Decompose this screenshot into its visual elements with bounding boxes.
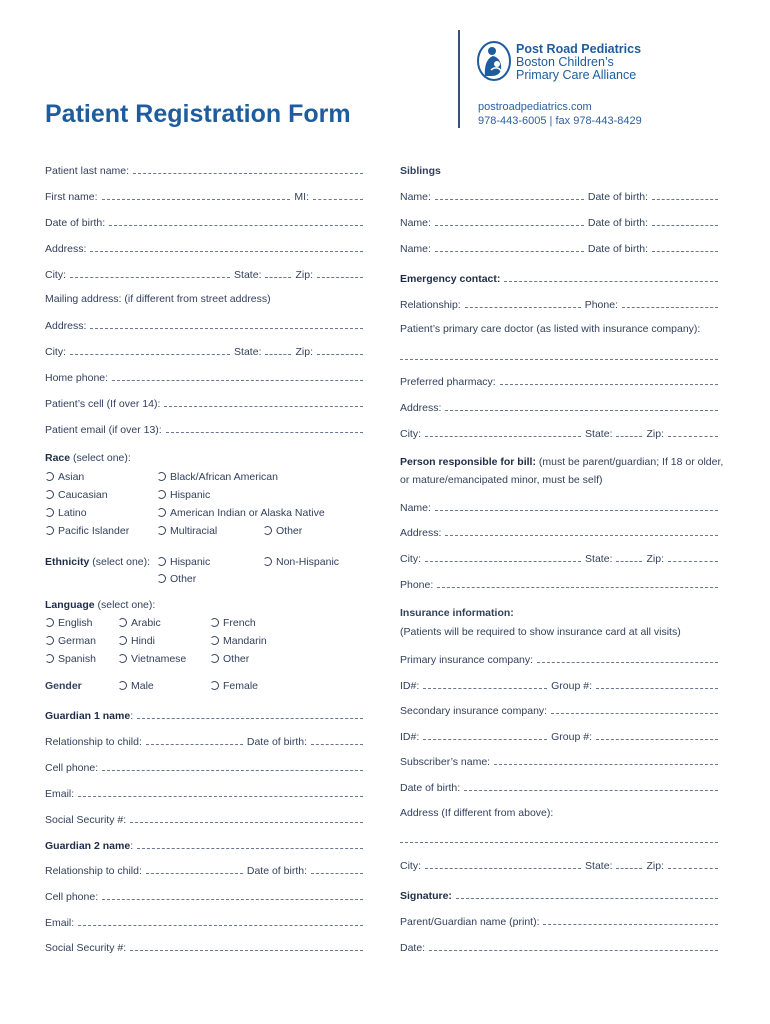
secondary-id-group-field[interactable]: ID#: Group #: <box>400 729 722 743</box>
primary-insurance-field[interactable]: Primary insurance company: <box>400 652 722 666</box>
patient-email-field[interactable]: Patient email (if over 13): <box>45 422 367 436</box>
language-option-other[interactable]: Other <box>210 653 249 665</box>
race-heading: Race (select one): <box>45 452 131 464</box>
race-option-caucasian[interactable]: Caucasian <box>45 489 108 501</box>
radio-icon <box>157 490 166 499</box>
pharmacy-city-state-zip-field[interactable]: City: State: Zip: <box>400 426 722 440</box>
radio-icon <box>118 681 127 690</box>
radio-icon <box>157 472 166 481</box>
language-option-french[interactable]: French <box>210 617 256 629</box>
guardian2-relationship-field[interactable]: Relationship to child: Date of birth: <box>45 863 367 877</box>
subscriber-dob-field[interactable]: Date of birth: <box>400 780 722 794</box>
header-divider <box>458 30 460 128</box>
address-field[interactable]: Address: <box>45 241 367 255</box>
radio-icon <box>45 636 54 645</box>
city-state-zip-field[interactable]: City: State: Zip: <box>45 267 367 281</box>
race-option-pacific-islander[interactable]: Pacific Islander <box>45 525 129 537</box>
race-option-american-indian[interactable]: American Indian or Alaska Native <box>157 507 325 519</box>
race-option-black[interactable]: Black/African American <box>157 471 278 483</box>
radio-icon <box>118 654 127 663</box>
brand-line-3: Primary Care Alliance <box>516 68 637 82</box>
guardian2-cell-field[interactable]: Cell phone: <box>45 889 367 903</box>
parent-name-print-field[interactable]: Parent/Guardian name (print): <box>400 914 722 928</box>
radio-icon <box>45 508 54 517</box>
race-option-latino[interactable]: Latino <box>45 507 87 519</box>
mother-child-logo-icon <box>476 40 512 82</box>
responsible-hint-2: or mature/emancipated minor, must be self) <box>400 474 603 486</box>
mailing-address-field[interactable]: Address: <box>45 318 367 332</box>
gender-option-male[interactable]: Male <box>118 680 154 692</box>
brand-line-2: Boston Children’s <box>516 55 614 69</box>
pharmacy-field[interactable]: Preferred pharmacy: <box>400 374 722 388</box>
home-phone-field[interactable]: Home phone: <box>45 370 367 384</box>
sibling-2-field[interactable]: Name: Date of birth: <box>400 215 722 229</box>
insurance-heading: Insurance information: <box>400 607 514 619</box>
radio-icon <box>263 557 272 566</box>
gender-heading: Gender <box>45 680 82 692</box>
radio-icon <box>157 508 166 517</box>
signature-field[interactable]: Signature: <box>400 888 722 902</box>
radio-icon <box>157 526 166 535</box>
pharmacy-address-field[interactable]: Address: <box>400 400 722 414</box>
website: postroadpediatrics.com <box>478 101 592 113</box>
radio-icon <box>263 526 272 535</box>
ethnicity-heading: Ethnicity (select one): <box>45 556 151 568</box>
primary-id-group-field[interactable]: ID#: Group #: <box>400 678 722 692</box>
radio-icon <box>45 472 54 481</box>
guardian2-ssn-field[interactable]: Social Security #: <box>45 940 367 954</box>
language-option-german[interactable]: German <box>45 635 96 647</box>
brand-name: Post Road Pediatrics <box>516 42 642 56</box>
radio-icon <box>157 574 166 583</box>
responsible-heading: Person responsible for bill: (must be parent/guardian; If 18 or older, <box>400 456 724 468</box>
mailing-address-label: Mailing address: (if different from street address) <box>45 293 271 305</box>
race-option-multiracial[interactable]: Multiracial <box>157 525 217 537</box>
pcp-label: Patient’s primary care doctor (as listed with insurance company): <box>400 323 701 335</box>
ethnicity-option-hispanic[interactable]: Hispanic <box>157 556 210 568</box>
guardian1-email-field[interactable]: Email: <box>45 786 367 800</box>
language-heading: Language (select one): <box>45 599 156 611</box>
radio-icon <box>157 557 166 566</box>
language-option-mandarin[interactable]: Mandarin <box>210 635 267 647</box>
first-name-field[interactable]: First name: MI: <box>45 189 367 203</box>
secondary-insurance-field[interactable]: Secondary insurance company: <box>400 703 722 717</box>
guardian2-name-field[interactable]: Guardian 2 name : <box>45 838 367 852</box>
radio-icon <box>45 526 54 535</box>
language-option-arabic[interactable]: Arabic <box>118 617 161 629</box>
radio-icon <box>210 636 219 645</box>
emergency-contact-field[interactable]: Emergency contact: <box>400 271 722 285</box>
race-option-other[interactable]: Other <box>263 525 302 537</box>
ethnicity-option-non-hispanic[interactable]: Non-Hispanic <box>263 556 339 568</box>
responsible-address-field[interactable]: Address: <box>400 525 722 539</box>
responsible-phone-field[interactable]: Phone: <box>400 577 722 591</box>
language-option-vietnamese[interactable]: Vietnamese <box>118 653 186 665</box>
language-option-english[interactable]: English <box>45 617 92 629</box>
subscriber-name-field[interactable]: Subscriber’s name: <box>400 754 722 768</box>
mailing-city-state-zip-field[interactable]: City: State: Zip: <box>45 344 367 358</box>
patient-cell-field[interactable]: Patient’s cell (If over 14): <box>45 396 367 410</box>
page-title: Patient Registration Form <box>45 100 351 128</box>
radio-icon <box>210 654 219 663</box>
date-field[interactable]: Date: <box>400 940 722 954</box>
siblings-heading: Siblings <box>400 165 441 177</box>
subscriber-city-state-zip-field[interactable]: City: State: Zip: <box>400 858 722 872</box>
radio-icon <box>118 636 127 645</box>
sibling-1-field[interactable]: Name: Date of birth: <box>400 189 722 203</box>
radio-icon <box>45 654 54 663</box>
subscriber-address-field[interactable] <box>396 832 722 846</box>
ethnicity-option-other[interactable]: Other <box>157 573 196 585</box>
race-option-hispanic[interactable]: Hispanic <box>157 489 210 501</box>
emergency-relationship-field[interactable]: Relationship: Phone: <box>400 297 722 311</box>
radio-icon <box>210 618 219 627</box>
radio-icon <box>45 618 54 627</box>
language-option-spanish[interactable]: Spanish <box>45 653 96 665</box>
guardian1-relationship-field[interactable]: Relationship to child: Date of birth: <box>45 734 367 748</box>
patient-dob-field[interactable]: Date of birth: <box>45 215 367 229</box>
responsible-city-state-zip-field[interactable]: City: State: Zip: <box>400 551 722 565</box>
language-option-hindi[interactable]: Hindi <box>118 635 155 647</box>
sibling-3-field[interactable]: Name: Date of birth: <box>400 241 722 255</box>
guardian1-name-field[interactable]: Guardian 1 name : <box>45 708 367 722</box>
patient-last-name-field[interactable]: Patient last name: <box>45 163 367 177</box>
radio-icon <box>45 490 54 499</box>
pcp-field[interactable] <box>396 349 722 363</box>
radio-icon <box>118 618 127 627</box>
insurance-hint: (Patients will be required to show insurance card at all visits) <box>400 626 681 638</box>
guardian1-ssn-field[interactable]: Social Security #: <box>45 812 367 826</box>
radio-icon <box>210 681 219 690</box>
race-option-asian[interactable]: Asian <box>45 471 84 483</box>
phone-fax: 978-443-6005 | fax 978-443-8429 <box>478 115 642 127</box>
responsible-name-field[interactable]: Name: <box>400 500 722 514</box>
guardian1-cell-field[interactable]: Cell phone: <box>45 760 367 774</box>
subscriber-address-label: Address (If different from above): <box>400 807 554 819</box>
guardian2-email-field[interactable]: Email: <box>45 915 367 929</box>
gender-option-female[interactable]: Female <box>210 680 258 692</box>
